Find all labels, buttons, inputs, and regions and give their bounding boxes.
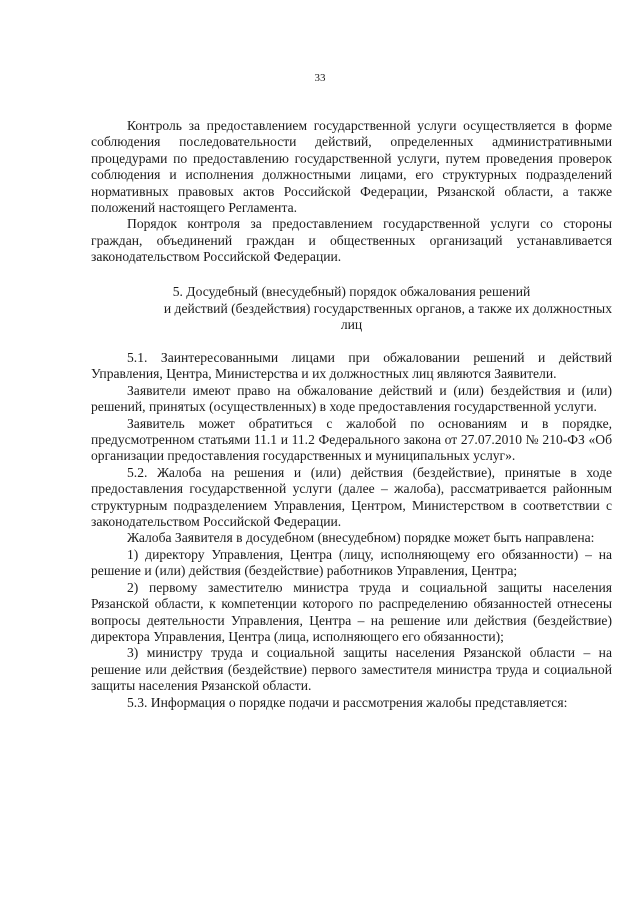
list-item: 1) директору Управления, Центра (лицу, исполняющему его обязанности) – на решение и (или) действия (бездействие) работников Управления, Центра;	[91, 546, 612, 579]
paragraph: Порядок контроля за предоставлением государственной услуги со стороны граждан, объединений граждан и общественных организаций устанавливается законодательством Российской Федерации.	[91, 216, 612, 265]
paragraph: 5.2. Жалоба на решения и (или) действия (бездействие), принятые в ходе предоставления государственной услуги (далее – жалоба), рассматривается районным структурным подразделением Управления, Центром, Министерством в соответствии с законодательством Российской Федерации.	[91, 464, 612, 530]
paragraph: Заявитель может обратиться с жалобой по основаниям и в порядке, предусмотренном статьями 11.1 и 11.2 Федерального закона от 27.07.2010 № 210-ФЗ «Об организации предоставления государственных и муниципальных услуг».	[91, 415, 612, 464]
section-heading	[91, 284, 612, 334]
paragraph: Заявители имеют право на обжалование действий и (или) бездействия и (или) решений, принятых (осуществленных) в ходе предоставления государственной услуги.	[91, 382, 612, 415]
paragraph: Контроль за предоставлением государственной услуги осуществляется в форме соблюдения последовательности действий, определенных административными процедурами по предоставлению государственной услуги, путем проведения проверок соблюдения и исполнения должностными лицами, его структурных подразделений нормативных правовых актов Российской Федерации, Рязанской области, а также положений настоящего Регламента.	[91, 118, 612, 216]
paragraph: Жалоба Заявителя в досудебном (внесудебном) порядке может быть направлена:	[127, 530, 595, 546]
list-item: 2) первому заместителю министра труда и социальной защиты населения Рязанской области, к компетенции которого по распределению обязанностей отнесены вопросы деятельности Управления, Центра – на решение или действия (бездействие) директора Управления, Центра (лица, исполняющего его обязанности);	[91, 579, 612, 644]
list-item: 3) министру труда и социальной защиты населения Рязанской области – на решение или действия (бездействие) первого заместителя министра труда и социальной защиты населения Рязанской области.	[91, 645, 612, 694]
section-heading-line: и действий (бездействия) государственных органов, а также их должностных	[163, 300, 612, 316]
paragraph: 5.1. Заинтересованными лицами при обжаловании решений и действий Управления, Центра, Министерства и их должностных лиц являются Заявители.	[91, 350, 612, 382]
paragraph: 5.3. Информация о порядке подачи и рассмотрения жалобы представляется:	[127, 694, 568, 710]
section-heading-line: лиц	[340, 317, 363, 332]
section-heading-line: 5. Досудебный (внесудебный) порядок обжалования решений	[172, 284, 531, 299]
intro-block	[91, 118, 612, 266]
page-number: 33	[314, 72, 326, 84]
section-body	[91, 350, 612, 711]
